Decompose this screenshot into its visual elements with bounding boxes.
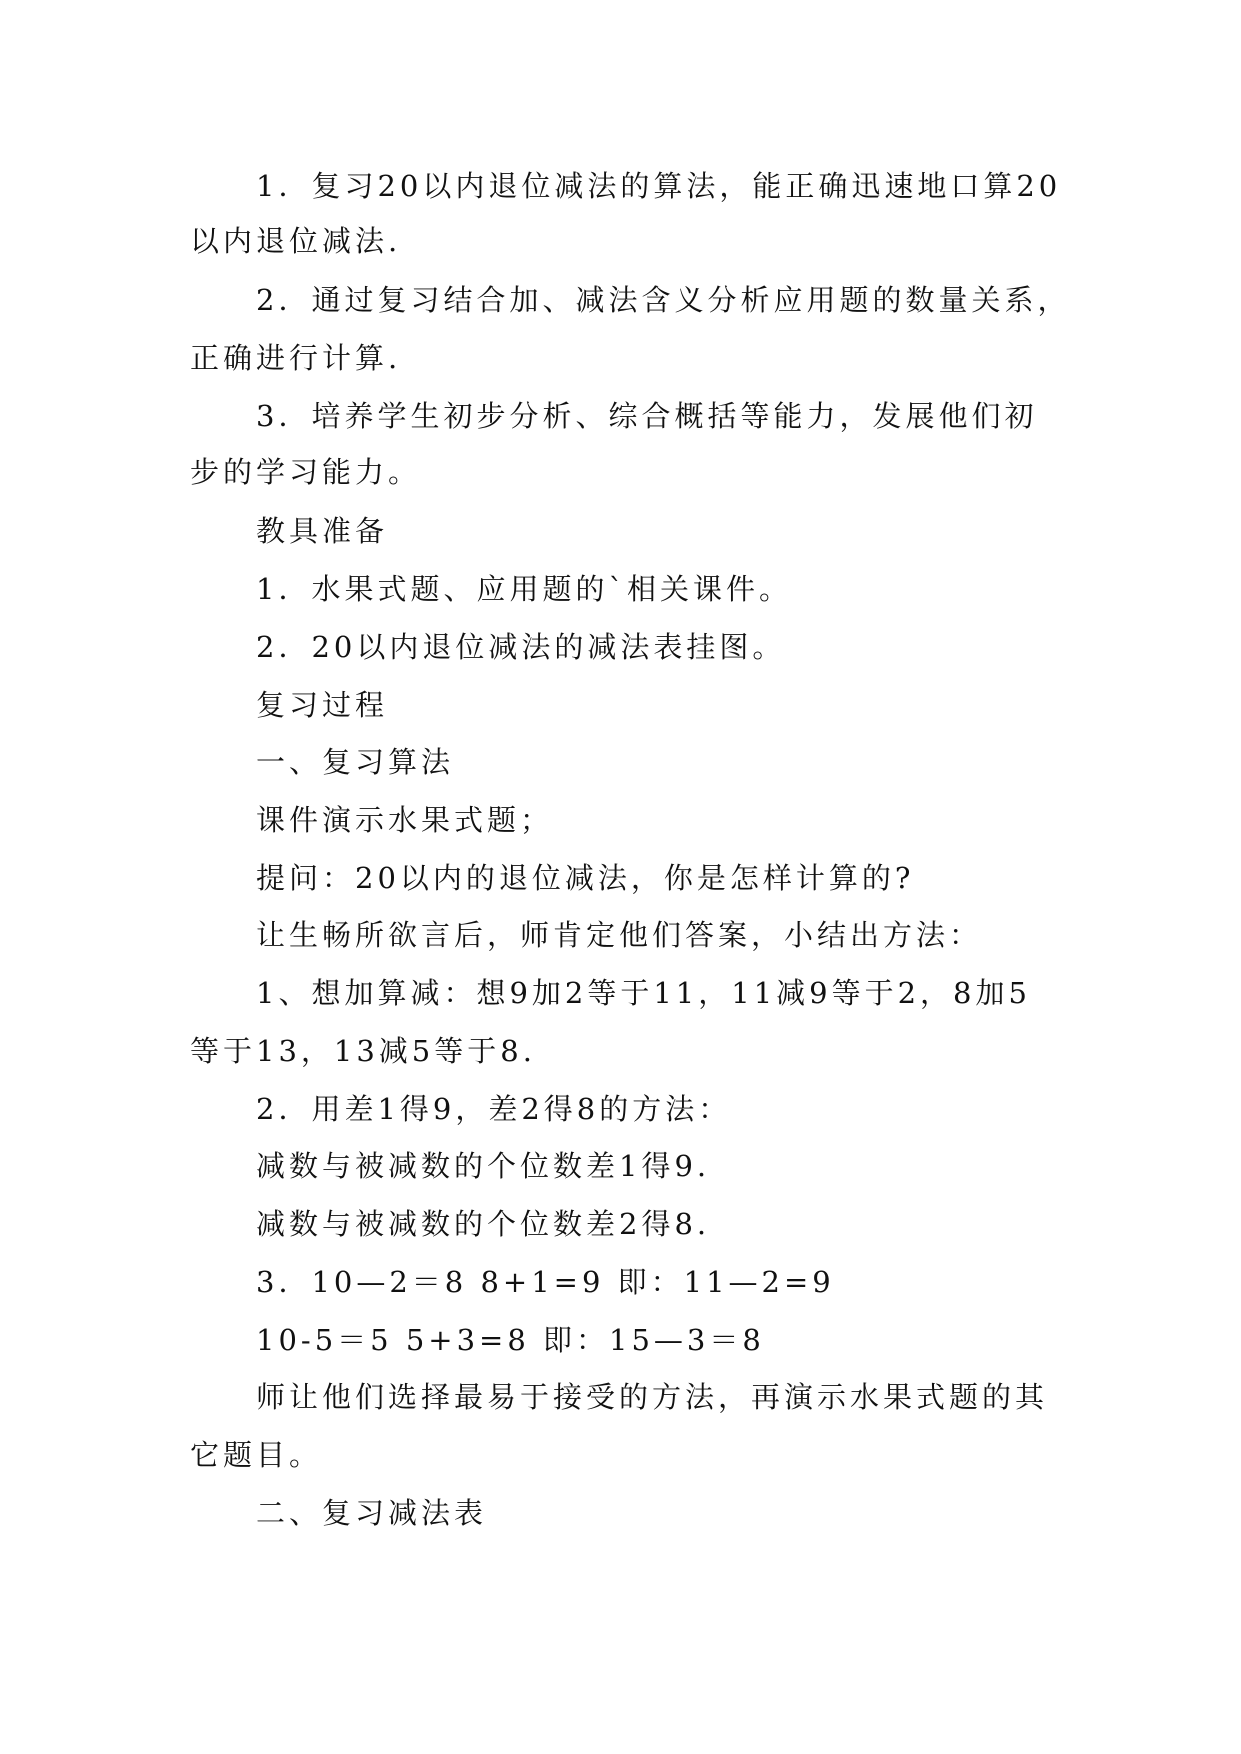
objective-2-line-2: 正确进行计算.	[190, 341, 402, 375]
paragraph-question: 提问：20以内的退位减法，你是怎样计算的?	[256, 861, 915, 895]
section-heading-review-process: 复习过程	[256, 688, 389, 722]
paragraph-courseware-demo: 课件演示水果式题；	[256, 803, 554, 837]
method-1-line-2: 等于13，13减5等于8.	[190, 1034, 536, 1068]
paragraph-teacher-choice-line-1: 师让他们选择最易于接受的方法，再演示水果式题的其	[256, 1380, 1049, 1414]
method-3-example-1: 3．10—2＝8 8+1=9 即：11—2=9	[256, 1265, 835, 1299]
objective-3-line-2: 步的学习能力。	[190, 455, 422, 489]
teaching-aid-2: 2．20以内退位减法的减法表挂图。	[256, 630, 786, 664]
method-2-rule-2: 减数与被减数的个位数差2得8.	[256, 1207, 711, 1241]
subheading-review-algorithms: 一、复习算法	[256, 745, 455, 779]
paragraph-summary-intro: 让生畅所欲言后，师肯定他们答案，小结出方法：	[256, 918, 983, 952]
objective-1-line-2: 以内退位减法.	[190, 224, 402, 258]
objective-1-line-1: 1．复习20以内退位减法的算法，能正确迅速地口算20	[256, 169, 1062, 203]
section-heading-teaching-aids: 教具准备	[256, 514, 389, 548]
method-2-heading: 2．用差1得9，差2得8的方法：	[256, 1092, 732, 1126]
objective-2-line-1: 2．通过复习结合加、减法含义分析应用题的数量关系，	[256, 283, 1071, 317]
paragraph-teacher-choice-line-2: 它题目。	[190, 1438, 323, 1472]
teaching-aid-1: 1．水果式题、应用题的`相关课件。	[256, 572, 792, 606]
subheading-review-subtraction-table: 二、复习减法表	[256, 1496, 488, 1530]
method-2-rule-1: 减数与被减数的个位数差1得9.	[256, 1149, 711, 1183]
method-3-example-2: 10-5＝5 5+3=8 即：15—3＝8	[256, 1323, 765, 1357]
objective-3-line-1: 3．培养学生初步分析、综合概括等能力，发展他们初	[256, 399, 1038, 433]
method-1-line-1: 1、想加算减：想9加2等于11，11减9等于2，8加5	[256, 976, 1031, 1010]
